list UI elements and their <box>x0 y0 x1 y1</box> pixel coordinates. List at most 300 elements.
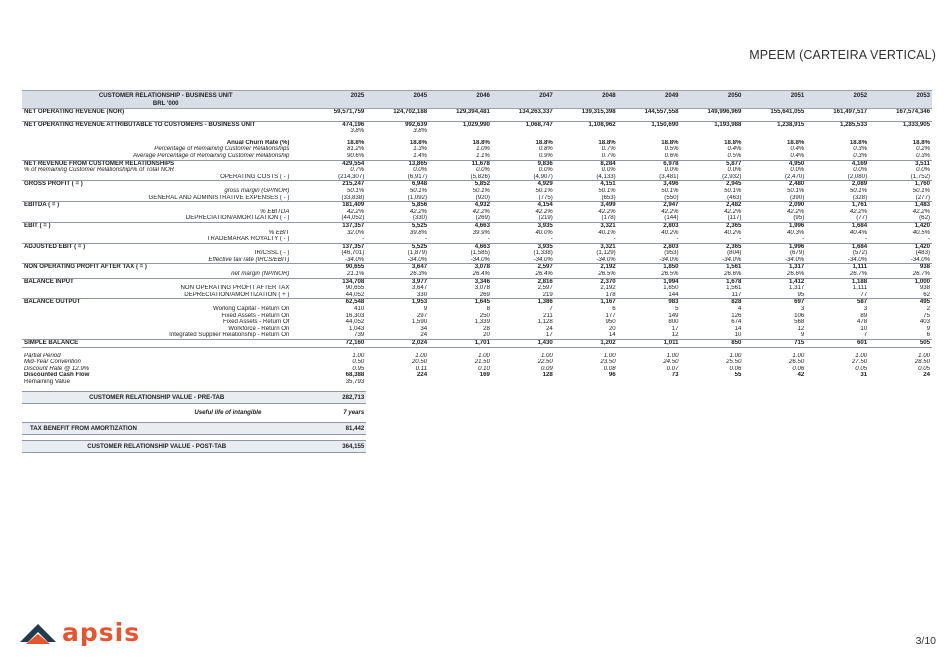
cell-value: 40.2% <box>661 229 679 236</box>
post-tab-value: 364,155 <box>291 440 366 452</box>
cell-value: (653) <box>601 194 616 201</box>
cell-value: 2,024 <box>366 340 429 348</box>
cell-value: 1,996 <box>743 222 806 229</box>
cell-value: 715 <box>743 340 806 348</box>
table-row <box>22 319 932 326</box>
table-row <box>22 372 932 379</box>
cell-value: 0.4% <box>790 152 805 159</box>
table-title: CUSTOMER RELATIONSHIP - BUSINESS UNIT <box>22 91 291 101</box>
cell-value: 1.00 <box>792 352 805 359</box>
cell-value: (3,481) <box>659 173 679 180</box>
cell-value: 1.00 <box>540 352 553 359</box>
cell-value: 3,935 <box>492 222 555 229</box>
cell-value: 181,409 <box>291 202 366 209</box>
cell-value: 2,192 <box>555 264 618 271</box>
cell-value: 0.08 <box>603 365 616 372</box>
valuation-table <box>22 90 932 453</box>
cell-value: 950 <box>605 319 616 326</box>
cell-value: 478 <box>856 319 868 326</box>
cell-value <box>806 379 869 386</box>
cell-value: 73 <box>671 372 679 379</box>
tax-benefit-value: 81,442 <box>291 422 366 434</box>
cell-value: 1,412 <box>743 278 806 285</box>
cell-value: 59,571,759 <box>291 109 366 116</box>
apsis-logo-icon <box>18 620 58 646</box>
cell-value: (390) <box>790 194 805 201</box>
cell-value <box>743 379 806 386</box>
cell-value: 297 <box>416 312 428 319</box>
cell-value: 8,284 <box>555 160 618 167</box>
cell-value: (2,932) <box>722 173 742 180</box>
cell-value: 26.50 <box>789 359 805 366</box>
row-label: Effective tax rate (IRCS/EBIT) <box>208 256 290 263</box>
cell-value: 42.2% <box>598 208 616 215</box>
cell-value: 1,043 <box>348 325 365 332</box>
cell-value: 3,321 <box>555 222 618 229</box>
cell-value <box>869 128 932 135</box>
cell-value: 22.50 <box>537 359 553 366</box>
table-row <box>22 243 932 250</box>
cell-value: 31 <box>860 372 868 379</box>
table-row <box>22 146 932 153</box>
cell-value: 1,561 <box>726 285 742 292</box>
cell-value: 1,590 <box>411 319 428 326</box>
cell-value: 2,945 <box>681 181 744 188</box>
cell-value: 429,554 <box>291 160 366 167</box>
cell-value: 1.00 <box>415 352 428 359</box>
cell-value: 0.7% <box>350 167 365 174</box>
cell-value: (144) <box>664 215 679 222</box>
cell-value: 0.4% <box>790 146 805 153</box>
cell-value: 40.0% <box>535 229 553 236</box>
row-label: TRADEMARAK ROYALTY ( - ) <box>206 236 290 243</box>
cell-value: 134,263,337 <box>492 109 555 116</box>
row-label: % EBITDA <box>260 208 290 215</box>
cell-value: 32.0% <box>346 229 365 236</box>
cell-value: 27.50 <box>851 359 868 366</box>
year-header: 2048 <box>555 91 618 101</box>
cell-value: 18.8% <box>598 139 616 146</box>
cell-value: (775) <box>538 194 553 201</box>
cell-value <box>743 128 806 135</box>
cell-value: 474,196 <box>291 121 366 128</box>
cell-value: 42.2% <box>912 208 930 215</box>
cell-value: (1,129) <box>596 250 616 257</box>
tax-benefit-row <box>22 422 932 434</box>
row-label: Working Capital - Return On <box>212 306 290 313</box>
cell-value: 3,935 <box>492 243 555 250</box>
cell-value: 5,877 <box>681 160 744 167</box>
cell-value: 50.1% <box>786 187 805 194</box>
table-row <box>22 271 932 278</box>
cell-value: 1,953 <box>366 299 429 306</box>
cell-value: 1.00 <box>666 352 679 359</box>
cell-value: 1.00 <box>478 352 490 359</box>
cell-value: 90,655 <box>345 285 365 292</box>
cell-value: 4,154 <box>492 202 555 209</box>
year-header: 2025 <box>291 91 366 101</box>
cell-value: (330) <box>412 215 428 222</box>
cell-value: 739 <box>354 332 365 339</box>
cell-value: 0.7% <box>601 152 616 159</box>
cell-value: 211 <box>543 312 553 319</box>
table-row <box>22 285 932 292</box>
cell-value: 2,482 <box>681 202 744 209</box>
cell-value: (679) <box>790 250 805 257</box>
cell-value: 938 <box>919 285 930 292</box>
cell-value: 9,836 <box>492 160 555 167</box>
cell-value: 149 <box>668 312 679 319</box>
cell-value: 1,108,962 <box>555 121 618 128</box>
table-row <box>22 366 932 373</box>
cell-value: 1,645 <box>429 299 492 306</box>
apsis-logo <box>18 618 140 647</box>
cell-value: 40.3% <box>786 229 805 236</box>
cell-value: 10 <box>734 332 742 339</box>
table-row <box>22 313 932 320</box>
cell-value: 42.2% <box>535 208 553 215</box>
cell-value: 0.07 <box>666 365 679 372</box>
cell-value: 0.5% <box>727 152 742 159</box>
year-header: 2049 <box>618 91 681 101</box>
cell-value: (1,585) <box>470 250 490 257</box>
table-row <box>22 236 932 243</box>
cell-value: 95 <box>797 291 805 298</box>
cell-value: 117 <box>731 291 742 298</box>
row-label: Discount Rate @ 12.9% <box>24 365 90 372</box>
cell-value: 2,816 <box>492 278 555 285</box>
year-header: 2047 <box>492 91 555 101</box>
cell-value: 40.1% <box>598 229 616 236</box>
cell-value: (1,338) <box>533 250 553 257</box>
cell-value <box>429 379 492 386</box>
cell-value: - <box>865 236 868 243</box>
cell-value: 75 <box>923 312 930 319</box>
cell-value: 35,793 <box>345 378 365 385</box>
cell-value: (4,907) <box>533 173 553 180</box>
cell-value: 2,192 <box>600 285 616 292</box>
cell-value: (178) <box>601 215 616 222</box>
cell-value: 42.2% <box>472 208 490 215</box>
cell-value: 0.3% <box>853 146 868 153</box>
cell-value: 7 <box>549 306 553 313</box>
cell-value: 50.1% <box>724 187 742 194</box>
cell-value: (1,092) <box>407 194 428 201</box>
cell-value: 3,977 <box>366 278 429 285</box>
cell-value: 3,078 <box>474 285 490 292</box>
cell-value: 26.5% <box>661 271 679 278</box>
cell-value: 495 <box>869 299 932 306</box>
row-label: GROSS PROFIT ( = ) <box>22 181 291 188</box>
cell-value: 0.0% <box>476 167 490 174</box>
cell-value: 330 <box>416 291 428 298</box>
table-header-row <box>22 91 932 101</box>
table-row <box>22 202 932 209</box>
cell-value: 18.8% <box>472 139 490 146</box>
cell-value: -34.0% <box>533 256 553 263</box>
cell-value: 17 <box>671 325 679 332</box>
cell-value: 1.00 <box>603 352 616 359</box>
cell-value: 68,388 <box>345 372 365 379</box>
cell-value: (4,133) <box>596 173 616 180</box>
cell-value: 42.2% <box>849 208 868 215</box>
cell-value: 410 <box>354 306 365 313</box>
cell-value: (328) <box>852 194 868 201</box>
table-row <box>22 353 932 360</box>
cell-value: 568 <box>794 319 805 326</box>
cell-value: 1,339 <box>474 319 490 326</box>
post-tab-label: CUSTOMER RELATIONSHIP VALUE - POST-TAB <box>22 440 291 452</box>
year-header: 2045 <box>366 91 429 101</box>
cell-value: 161,497,517 <box>806 109 869 116</box>
pre-tab-value: 282,713 <box>291 391 366 403</box>
cell-value <box>618 128 681 135</box>
cell-value: 139,315,398 <box>555 109 618 116</box>
table-row <box>22 250 932 257</box>
cell-value: 144,557,558 <box>618 109 681 116</box>
cell-value: (214,307) <box>338 173 365 180</box>
cell-value: (117) <box>727 215 742 222</box>
cell-value: 2,803 <box>618 222 681 229</box>
cell-value: 12 <box>797 325 805 332</box>
row-label: NON OPERATING PROFIT AFTER TAX <box>180 285 290 292</box>
cell-value: 3,078 <box>429 264 492 271</box>
cell-value: 77 <box>860 291 868 298</box>
useful-life-label: Useful life of intangible <box>194 408 262 416</box>
cell-value: 18.8% <box>912 139 930 146</box>
cell-value: (1,752) <box>910 173 930 180</box>
cell-value: 219 <box>542 291 553 298</box>
cell-value: 1,317 <box>789 285 805 292</box>
cell-value: (44,052) <box>341 215 365 222</box>
cell-value: 403 <box>919 319 930 326</box>
useful-life-value: 7 years <box>343 408 365 416</box>
cell-value: (219) <box>538 215 553 222</box>
cell-value: 2,370 <box>555 278 618 285</box>
cell-value: 149,996,969 <box>681 109 744 116</box>
cell-value: 137,357 <box>291 222 366 229</box>
cell-value: -34.0% <box>784 256 805 263</box>
table-row <box>22 174 932 181</box>
cell-value: 1,996 <box>743 243 806 250</box>
cell-value: 1,761 <box>806 202 869 209</box>
table-row <box>22 379 932 386</box>
cell-value: 0.0% <box>664 167 679 174</box>
cell-value <box>681 128 744 135</box>
cell-value: 42.2% <box>409 208 428 215</box>
useful-life-row <box>22 409 932 417</box>
row-label: Mid-Year Convention <box>24 359 81 366</box>
cell-value: 1,684 <box>806 243 869 250</box>
row-label: Percentage of Remaining Customer Relationships <box>154 146 290 153</box>
cell-value: 7 <box>863 332 868 339</box>
cell-value: 1,111 <box>806 264 869 271</box>
cell-value: 16,303 <box>345 312 365 319</box>
cell-value: 20 <box>608 325 616 332</box>
cell-value: 44,052 <box>345 319 365 326</box>
cell-value: 18.8% <box>849 139 868 146</box>
table-row <box>22 167 932 174</box>
cell-value: 13,865 <box>366 160 429 167</box>
table-row <box>22 278 932 285</box>
cell-value: 4 <box>738 306 742 313</box>
cell-value: 5 <box>675 306 679 313</box>
cell-value: 1,238,915 <box>743 121 806 128</box>
cell-value: 1.00 <box>729 352 742 359</box>
cell-value <box>366 379 429 386</box>
cell-value: 0.8% <box>538 146 553 153</box>
cell-value: 4,169 <box>806 160 869 167</box>
cell-value: 0.50 <box>352 359 365 366</box>
cell-value: -34.0% <box>659 256 679 263</box>
cell-value <box>681 379 744 386</box>
cell-value: 1,701 <box>429 340 492 348</box>
cell-value: -34.0% <box>344 256 365 263</box>
cell-value: 14 <box>734 325 742 332</box>
cell-value: 9 <box>423 306 428 313</box>
cell-value: 1,011 <box>618 340 681 348</box>
cell-value: 42.2% <box>346 208 365 215</box>
cell-value: 1,420 <box>869 243 932 250</box>
row-label: Remaining Value <box>24 378 70 385</box>
cell-value: 4,929 <box>492 181 555 188</box>
cell-value: 269 <box>479 291 490 298</box>
cell-value: 28.50 <box>914 359 930 366</box>
cell-value: 90,655 <box>291 264 366 271</box>
cell-value: - <box>362 236 365 243</box>
row-label: NET OPERATING REVENUE (NOR) <box>22 109 291 116</box>
cell-value: 1.1% <box>476 152 490 159</box>
cell-value: 0.0% <box>601 167 616 174</box>
cell-value: 4,663 <box>429 243 492 250</box>
table-row <box>22 188 932 195</box>
cell-value: 1,068,747 <box>492 121 555 128</box>
cell-value: 0.09 <box>540 365 553 372</box>
cell-value: 1,285,533 <box>806 121 869 128</box>
cell-value: 1.00 <box>352 352 365 359</box>
table-row <box>22 222 932 229</box>
cell-value: 4,950 <box>743 160 806 167</box>
cell-value: 992,639 <box>366 121 429 128</box>
cell-value: 50.1% <box>598 187 616 194</box>
row-label: Partial Period <box>24 352 61 359</box>
cell-value: (1,879) <box>407 250 428 257</box>
cell-value: 9 <box>926 325 930 332</box>
year-header: 2046 <box>429 91 492 101</box>
cell-value: 1,000 <box>869 278 932 285</box>
cell-value: - <box>487 236 490 243</box>
cell-value: 3 <box>863 306 868 313</box>
cell-value: 39.8% <box>409 229 428 236</box>
cell-value <box>806 128 869 135</box>
cell-value: 18.8% <box>409 139 428 146</box>
cell-value: 224 <box>416 372 428 379</box>
cell-value: 0.06 <box>729 365 742 372</box>
row-label: NON OPERATING PROFIT AFTER TAX ( = ) <box>22 264 291 271</box>
cell-value: -34.0% <box>847 256 868 263</box>
cell-value: 0.10 <box>478 365 490 372</box>
cell-value: 169 <box>479 372 490 379</box>
cell-value: 62 <box>923 291 930 298</box>
cell-value: 0.7% <box>601 146 616 153</box>
row-label: NET OPERATING REVENUE ATTRIBUTABLE TO CUSTOMERS - BUSINESS UNIT <box>22 121 291 128</box>
cell-value: -34.0% <box>596 256 616 263</box>
cell-value: 40.2% <box>724 229 742 236</box>
cell-value: (463) <box>727 194 742 201</box>
row-label: OPERATING COSTS ( - ) <box>220 173 290 180</box>
cell-value: 2,597 <box>537 285 553 292</box>
cell-value: 20.50 <box>411 359 428 366</box>
row-label: GENERAL AND ADMINISTRATIVE EXPENSES ( - ) <box>148 194 290 201</box>
table-row <box>22 230 932 237</box>
row-label: NET REVENUE FROM CUSTOMER RELATIONSHIPS <box>22 160 291 167</box>
cell-value: (953) <box>664 250 679 257</box>
cell-value: - <box>802 236 805 243</box>
cell-value: 4,932 <box>429 202 492 209</box>
cell-value: 177 <box>605 312 616 319</box>
cell-value: 90.6% <box>346 152 365 159</box>
cell-value: 11,678 <box>429 160 492 167</box>
cell-value: 26.7% <box>849 271 868 278</box>
cell-value: 0.9% <box>538 152 553 159</box>
cell-value: 3,321 <box>555 243 618 250</box>
row-label: EBITDA ( = ) <box>22 202 291 209</box>
cell-value: 134,708 <box>291 278 366 285</box>
cell-value: 3,647 <box>366 264 429 271</box>
cell-value: 4,151 <box>555 181 618 188</box>
cell-value <box>492 379 555 386</box>
table-row <box>22 181 932 188</box>
cell-value: 23.50 <box>600 359 616 366</box>
cell-value: 50.1% <box>472 187 490 194</box>
cell-value: 34 <box>420 325 428 332</box>
cell-value: (95) <box>793 215 805 222</box>
cell-value: 6,948 <box>366 181 429 188</box>
row-label: net margin (NP/NOR) <box>231 271 290 278</box>
cell-value: 3,647 <box>411 285 428 292</box>
cell-value: 2,803 <box>618 243 681 250</box>
cell-value: 24.50 <box>663 359 679 366</box>
cell-value: 0.0% <box>727 167 742 174</box>
row-label: Fixed Assets - Return Of <box>223 319 290 326</box>
cell-value: 2,365 <box>681 243 744 250</box>
page-number: 3/10 <box>915 635 936 647</box>
cell-value: (804) <box>727 250 742 257</box>
row-label: DEPRECIATION/AMORTIZATION ( - ) <box>185 215 290 222</box>
cell-value: 0.0% <box>916 167 930 174</box>
row-label: Anual Churn Rate (%) <box>226 139 290 146</box>
row-label: DEPRECIATION/AMORTIZATION ( + ) <box>184 291 290 298</box>
cell-value: 106 <box>794 312 805 319</box>
cell-value: 1,430 <box>492 340 555 348</box>
table-row <box>22 299 932 306</box>
cell-value: 1.00 <box>918 352 930 359</box>
cell-value: 0.4% <box>727 146 742 153</box>
year-header: 2050 <box>681 91 744 101</box>
cell-value: 178 <box>605 291 616 298</box>
row-label <box>22 128 291 135</box>
cell-value: 0.2% <box>916 146 930 153</box>
cell-value: 129,394,481 <box>429 109 492 116</box>
cell-value: 1,150,690 <box>618 121 681 128</box>
table-unit: BRL '000 <box>22 100 291 109</box>
cell-value: 1,386 <box>492 299 555 306</box>
cell-value: 5,856 <box>366 202 429 209</box>
cell-value: 1,128 <box>537 319 553 326</box>
cell-value: 2,597 <box>492 264 555 271</box>
cell-value: (920) <box>475 194 490 201</box>
table-row <box>22 153 932 160</box>
